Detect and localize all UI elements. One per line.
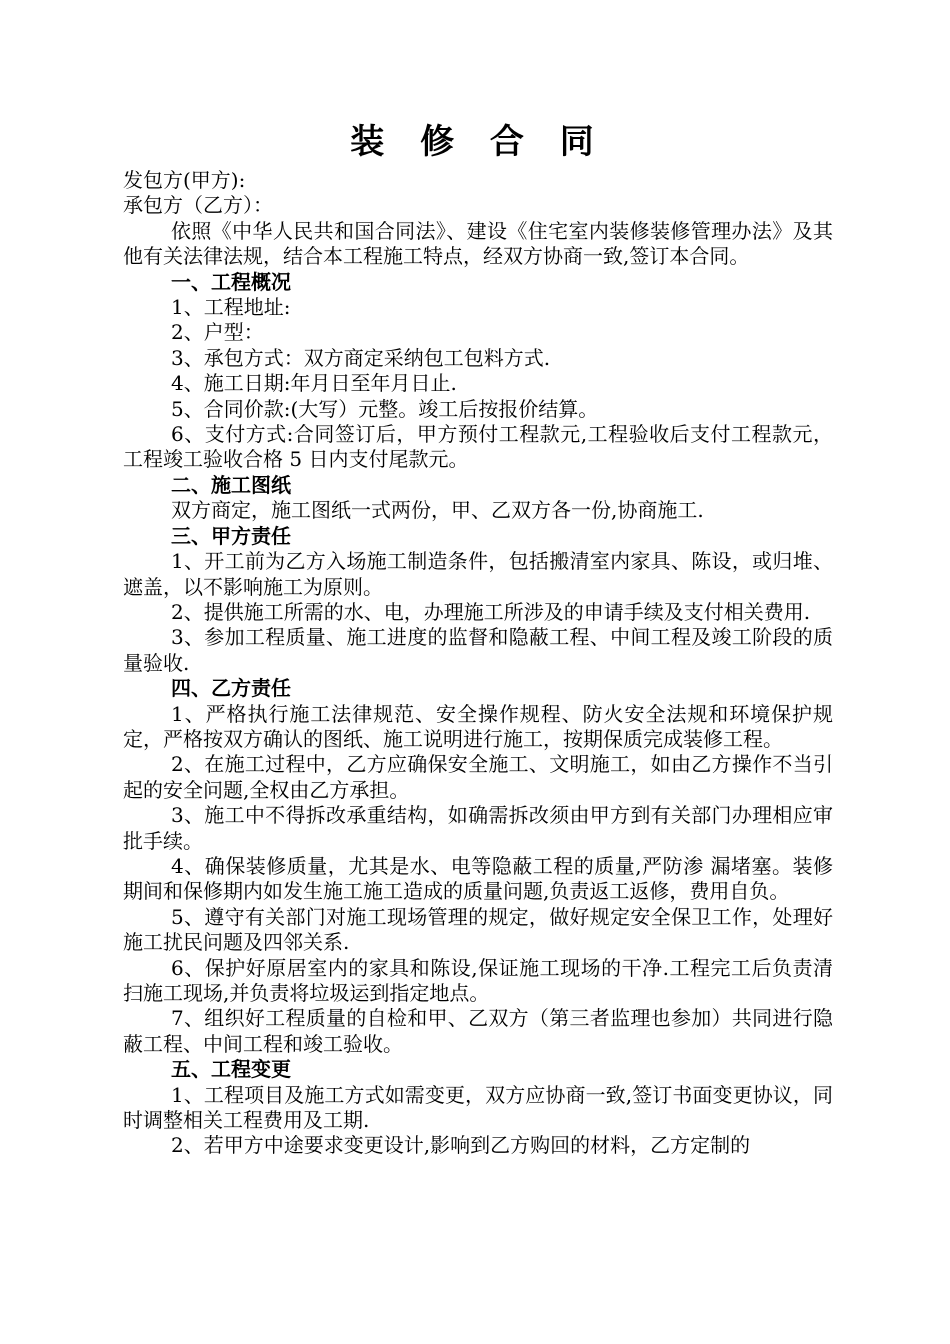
contract-page: [123, 118, 833, 1159]
overview-item-layout: 2、户型：: [171, 320, 264, 345]
party-b-duty-1: 1、严格执行施工法律规范、安全操作规程、防火安全法规和环境保护规定，严格按双方确认的图纸、施工说明进行施工，按期保质完成装修工程。: [123, 701, 833, 751]
section-heading-party-a-duties: 三、甲方责任: [171, 523, 291, 548]
section-heading-changes: 五、工程变更: [171, 1057, 291, 1082]
party-b-duty-3: 3、施工中不得拆改承重结构，如确需拆改须由甲方到有关部门办理相应审批手续。: [123, 803, 833, 853]
overview-item-address: 1、工程地址:: [171, 295, 291, 320]
party-b-duty-6: 6、保护好原居室内的家具和陈设,保证施工现场的干净.工程完工后负责清扫施工现场,并负责将垃圾运到指定地点。: [123, 955, 833, 1005]
party-a-duty-2: 2、提供施工所需的水、电，办理施工所涉及的申请手续及支付相关费用.: [171, 599, 811, 624]
party-b-duty-4: 4、确保装修质量，尤其是水、电等隐蔽工程的质量,严防渗 漏堵塞。装修期间和保修期内如发生施工施工造成的质量问题,负责返工返修，费用自负。: [123, 853, 833, 904]
overview-item-payment: 6、支付方式:合同签订后，甲方预付工程款元,工程验收后支付工程款元，工程竣工验收合格 5 日内支付尾款元。: [123, 422, 833, 472]
document-title: 装 修 合 同: [350, 122, 606, 162]
party-b-duty-5: 5、遵守有关部门对施工现场管理的规定，做好规定安全保卫工作，处理好施工扰民问题及四邻关系.: [123, 904, 833, 955]
party-b-duty-7: 7、组织好工程质量的自检和甲、乙双方（第三者监理也参加）共同进行隐蔽工程、中间工程和竣工验收。: [123, 1006, 833, 1056]
drawings-paragraph: 双方商定，施工图纸一式两份，甲、乙双方各一份,协商施工.: [171, 498, 704, 523]
changes-item-2: 2、若甲方中途要求变更设计,影响到乙方购回的材料，乙方定制的: [171, 1133, 751, 1158]
intro-paragraph: 依照《中华人民共和国合同法》、建设《住宅室内装修装修管理办法》及其他有关法律法规，结合本工程施工特点，经双方协商一致,签订本合同。: [123, 218, 833, 269]
section-heading-overview: 一、工程概况: [171, 269, 291, 294]
party-a-duty-1: 1、开工前为乙方入场施工制造条件，包括搬清室内家具、陈设，或归堆、遮盖，以不影响施工为原则。: [123, 549, 833, 599]
section-heading-party-b-duties: 四、乙方责任: [171, 676, 291, 701]
party-a-duty-3: 3、参加工程质量、施工进度的监督和隐蔽工程、中间工程及竣工阶段的质量验收.: [123, 625, 833, 675]
changes-item-1: 1、工程项目及施工方式如需变更，双方应协商一致,签订书面变更协议，同时调整相关工程费用及工期.: [123, 1082, 833, 1133]
party-b-duty-2: 2、在施工过程中，乙方应确保安全施工、文明施工，如由乙方操作不当引起的安全问题,全权由乙方承担。: [123, 752, 833, 802]
party-b-line: 承包方（乙方）：: [123, 193, 273, 218]
overview-item-price: 5、合同价款:(大写）元整。竣工后按报价结算。: [171, 396, 599, 421]
overview-item-contract-method: 3、承包方式：双方商定采纳包工包料方式.: [171, 345, 551, 370]
section-heading-drawings: 二、施工图纸: [171, 472, 291, 497]
overview-item-dates: 4、施工日期:年月日至年月日止.: [171, 371, 457, 396]
party-a-line: 发包方(甲方):: [123, 168, 246, 192]
